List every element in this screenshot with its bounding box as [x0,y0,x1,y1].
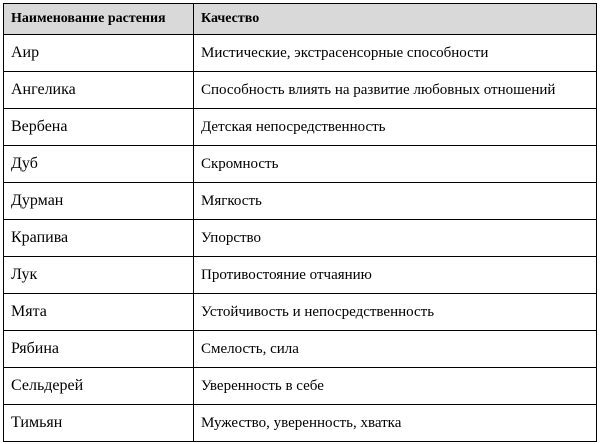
plant-name-cell: Рябина [4,331,194,368]
plant-name-cell: Дурман [4,183,194,220]
plant-name-cell: Лук [4,257,194,294]
table-row [4,368,597,405]
plant-qualities-table [3,3,597,442]
header-plant-name: Наименование растения [4,4,194,35]
header-quality: Качество [194,4,597,35]
plant-qualities-table-wrapper [3,3,596,442]
table-row [4,72,597,109]
table-row [4,405,597,442]
table-row [4,257,597,294]
quality-cell: Мягкость [194,183,597,220]
quality-cell: Упорство [194,220,597,257]
table-row [4,294,597,331]
table-row [4,109,597,146]
plant-name-cell: Мята [4,294,194,331]
plant-name-cell: Тимьян [4,405,194,442]
table-row [4,183,597,220]
plant-name-cell: Аир [4,35,194,72]
plant-name-cell: Вербена [4,109,194,146]
table-row [4,146,597,183]
table-header [4,4,597,35]
quality-cell: Детская непосредственность [194,109,597,146]
header-row [4,4,597,35]
plant-name-cell: Крапива [4,220,194,257]
table-body [4,35,597,442]
quality-cell: Уверенность в себе [194,368,597,405]
quality-cell: Скромность [194,146,597,183]
plant-name-cell: Ангелика [4,72,194,109]
quality-cell: Противостояние отчаянию [194,257,597,294]
quality-cell: Способность влиять на развитие любовных отношений [194,72,597,109]
plant-name-cell: Дуб [4,146,194,183]
plant-name-cell: Сельдерей [4,368,194,405]
quality-cell: Устойчивость и непосредственность [194,294,597,331]
quality-cell: Мистические, экстрасенсорные способности [194,35,597,72]
table-row [4,331,597,368]
table-row [4,220,597,257]
quality-cell: Мужество, уверенность, хватка [194,405,597,442]
quality-cell: Смелость, сила [194,331,597,368]
table-row [4,35,597,72]
